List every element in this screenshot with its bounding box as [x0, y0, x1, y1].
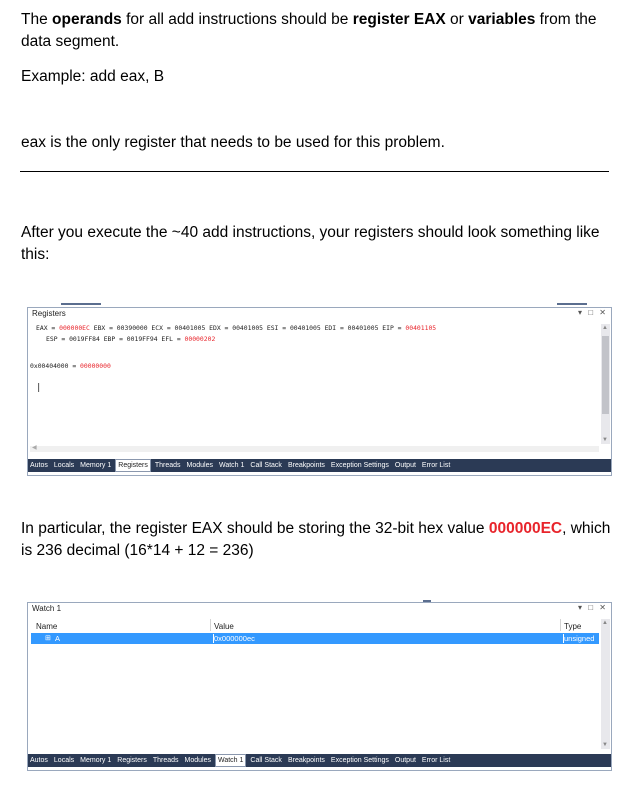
variable-icon: ⊞	[45, 635, 51, 642]
particular-tail: , which is 236 decimal (16*14 + 12 = 236)	[21, 520, 611, 559]
paragraph-run: operands	[52, 11, 122, 28]
tab-modules[interactable]: Modules	[184, 757, 211, 764]
vertical-scrollbar[interactable]	[601, 619, 610, 749]
tab-memory-1[interactable]: Memory 1	[80, 462, 112, 469]
tab-memory-1[interactable]: Memory 1	[80, 757, 112, 764]
register-text: 0x00404000 =	[30, 362, 81, 370]
window-controls[interactable]: ▾ □ ✕	[578, 603, 608, 612]
example-line: Example: add eax, B	[21, 68, 165, 85]
vertical-scrollbar[interactable]	[601, 324, 610, 444]
tab-exception-settings[interactable]: Exception Settings	[330, 462, 389, 469]
title-decoration	[557, 303, 587, 305]
tab-breakpoints[interactable]: Breakpoints	[287, 462, 325, 469]
paragraph-run: or	[445, 11, 469, 28]
eax-note: eax is the only register that needs to be used for this problem.	[21, 134, 445, 151]
watch-row[interactable]	[31, 633, 599, 644]
tab-watch-1[interactable]: Watch 1	[219, 462, 245, 469]
register-line-1	[36, 324, 436, 332]
column-header-value[interactable]: Value	[214, 622, 234, 631]
register-text: EAX =	[36, 324, 60, 332]
column-divider[interactable]	[560, 619, 561, 631]
tab-error-list[interactable]: Error List	[421, 757, 451, 764]
tab-threads[interactable]: Threads	[152, 757, 179, 764]
scroll-down-icon[interactable]: ▼	[602, 742, 608, 748]
window-controls[interactable]: ▾ □ ✕	[578, 308, 608, 317]
tab-modules[interactable]: Modules	[186, 462, 213, 469]
after-paragraph: After you execute the ~40 add instructions, your registers should look something like this:	[21, 224, 600, 263]
particular-paragraph	[21, 518, 613, 562]
tab-autos[interactable]: Autos	[30, 757, 48, 764]
tab-registers[interactable]: Registers	[115, 459, 151, 472]
scroll-left-icon[interactable]: ◀	[32, 445, 37, 451]
changed-value: 00401105	[405, 324, 437, 332]
scroll-up-icon[interactable]: ▲	[602, 620, 608, 626]
tab-call-stack[interactable]: Call Stack	[250, 462, 282, 469]
register-text: ESP = 0019FF84 EBP = 0019FF94 EFL =	[46, 335, 185, 343]
column-header-type[interactable]: Type	[564, 622, 582, 631]
column-header-name[interactable]: Name	[36, 622, 58, 631]
scroll-up-icon[interactable]: ▲	[602, 325, 608, 331]
operands-paragraph	[21, 9, 613, 53]
tab-output[interactable]: Output	[394, 757, 416, 764]
panel-title: Registers	[32, 309, 66, 318]
paragraph-run: from the data segment.	[21, 11, 597, 50]
register-text: EBX = 00390000 ECX = 00401005 EDX = 00401005 ESI = 00401005 EDI = 00401005 EIP =	[89, 324, 406, 332]
tab-autos[interactable]: Autos	[30, 462, 48, 469]
changed-value: 00000000	[80, 362, 111, 370]
watch-window	[27, 602, 612, 771]
tab-call-stack[interactable]: Call Stack	[250, 757, 282, 764]
tab-locals[interactable]: Locals	[53, 757, 75, 764]
watch-row-type: unsigned	[563, 634, 600, 643]
eax-hex-value: 000000EC	[488, 520, 563, 537]
paragraph-run: The	[21, 11, 53, 28]
register-line-2	[46, 335, 215, 343]
title-decoration	[423, 600, 431, 602]
registers-tabbar	[28, 459, 611, 472]
tab-error-list[interactable]: Error List	[421, 462, 451, 469]
paragraph-run: variables	[468, 11, 536, 28]
particular-text: In particular, the register EAX should be storing the 32-bit hex value	[21, 520, 489, 537]
title-decoration	[61, 303, 101, 305]
horizontal-rule	[20, 171, 609, 172]
paragraph-run: register EAX	[352, 11, 446, 28]
tab-output[interactable]: Output	[394, 462, 416, 469]
horizontal-scrollbar[interactable]	[30, 446, 599, 452]
scroll-down-icon[interactable]: ▼	[602, 437, 608, 443]
tab-watch-1[interactable]: Watch 1	[215, 754, 246, 767]
tab-registers[interactable]: Registers	[117, 757, 147, 764]
watch-row-name: A	[55, 634, 61, 643]
column-divider[interactable]	[210, 619, 211, 631]
registers-window	[27, 307, 612, 476]
watch-tabbar	[28, 754, 611, 767]
tab-breakpoints[interactable]: Breakpoints	[287, 757, 325, 764]
paragraph-run: for all add instructions should be	[121, 11, 353, 28]
panel-title: Watch 1	[32, 604, 62, 613]
memory-watch-line	[30, 362, 111, 370]
tab-threads[interactable]: Threads	[154, 462, 181, 469]
scroll-thumb[interactable]	[602, 336, 609, 414]
tab-exception-settings[interactable]: Exception Settings	[330, 757, 389, 764]
changed-value: 00000202	[184, 335, 216, 343]
text-cursor: |	[36, 383, 42, 393]
changed-value: 000000EC	[59, 324, 90, 332]
watch-row-value[interactable]: 0x000000ec	[213, 634, 562, 643]
tab-locals[interactable]: Locals	[53, 462, 75, 469]
